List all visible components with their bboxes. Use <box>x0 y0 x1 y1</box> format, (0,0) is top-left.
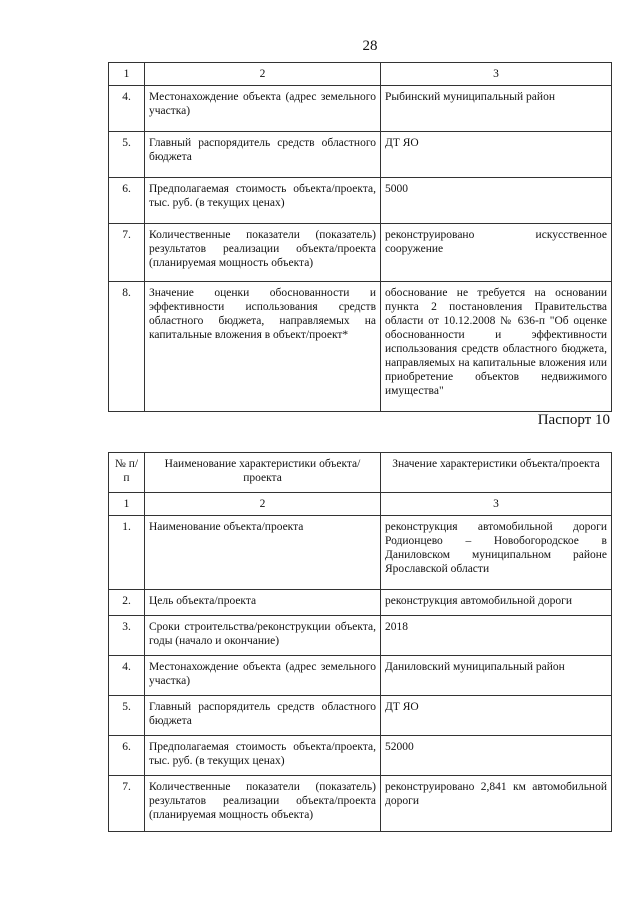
characteristic-value: 2018 <box>381 616 612 656</box>
table-row <box>109 86 612 132</box>
row-number: 4. <box>109 86 145 132</box>
characteristic-value: реконструкция автомобильной дороги Родионцево – Новобогородское в Даниловском муниципальном районе Ярославской области <box>381 516 612 590</box>
row-number: 6. <box>109 178 145 224</box>
table-header-row <box>109 453 612 493</box>
column-number: 3 <box>381 63 612 86</box>
characteristic-name: Сроки строительства/реконструкции объекта, годы (начало и окончание) <box>145 616 381 656</box>
characteristic-value: Рыбинский муниципальный район <box>381 86 612 132</box>
characteristic-name: Предполагаемая стоимость объекта/проекта, тыс. руб. (в текущих ценах) <box>145 736 381 776</box>
passport-10-table <box>108 452 612 832</box>
column-number: 1 <box>109 493 145 516</box>
characteristic-name: Наименование объекта/проекта <box>145 516 381 590</box>
characteristic-value: обоснование не требуется на основании пункта 2 постановления Правительства области от 10.12.2008 № 636-п "Об оценке обоснованности и эффективности использования средств областного бюджета, направляемых на капитальные вложения или приобретение объектов недвижимого имущества" <box>381 282 612 412</box>
row-number: 2. <box>109 590 145 616</box>
column-number: 3 <box>381 493 612 516</box>
characteristic-name: Цель объекта/проекта <box>145 590 381 616</box>
row-number: 5. <box>109 132 145 178</box>
header-number: № п/п <box>109 453 145 493</box>
table-row <box>109 516 612 590</box>
characteristic-value: реконструкция автомобильной дороги <box>381 590 612 616</box>
table-row <box>109 776 612 832</box>
characteristic-name: Местонахождение объекта (адрес земельного участка) <box>145 656 381 696</box>
column-number-row <box>109 63 612 86</box>
characteristic-value: ДТ ЯО <box>381 696 612 736</box>
row-number: 8. <box>109 282 145 412</box>
passport-9-table-continued <box>108 62 612 412</box>
characteristic-value: ДТ ЯО <box>381 132 612 178</box>
row-number: 1. <box>109 516 145 590</box>
table-row <box>109 224 612 282</box>
table-row <box>109 178 612 224</box>
column-number: 1 <box>109 63 145 86</box>
column-number: 2 <box>145 63 381 86</box>
table-row <box>109 282 612 412</box>
characteristic-name: Значение оценки обоснованности и эффективности использования средств областного бюджета, направляемых на капитальные вложения в объект/проект* <box>145 282 381 412</box>
row-number: 4. <box>109 656 145 696</box>
header-characteristic-value: Значение характеристики объекта/проекта <box>381 453 612 493</box>
row-number: 7. <box>109 224 145 282</box>
characteristic-value: 5000 <box>381 178 612 224</box>
header-characteristic-name: Наименование характеристики объекта/проекта <box>145 453 381 493</box>
characteristic-name: Предполагаемая стоимость объекта/проекта, тыс. руб. (в текущих ценах) <box>145 178 381 224</box>
table-row <box>109 656 612 696</box>
passport-title: Паспорт 10 <box>537 412 610 428</box>
row-number: 6. <box>109 736 145 776</box>
characteristic-value: Даниловский муниципальный район <box>381 656 612 696</box>
characteristic-value: реконструировано искусственное сооружение <box>381 224 612 282</box>
row-number: 3. <box>109 616 145 656</box>
table-row <box>109 132 612 178</box>
characteristic-name: Главный распорядитель средств областного бюджета <box>145 132 381 178</box>
characteristic-name: Местонахождение объекта (адрес земельного участка) <box>145 86 381 132</box>
page-number: 28 <box>362 38 378 54</box>
table-row <box>109 590 612 616</box>
row-number: 7. <box>109 776 145 832</box>
row-number: 5. <box>109 696 145 736</box>
characteristic-value: реконструировано 2,841 км автомобильной дороги <box>381 776 612 832</box>
characteristic-name: Количественные показатели (показатель) результатов реализации объекта/проекта (планируемая мощность объекта) <box>145 776 381 832</box>
table-row <box>109 616 612 656</box>
characteristic-name: Количественные показатели (показатель) результатов реализации объекта/проекта (планируемая мощность объекта) <box>145 224 381 282</box>
table-row <box>109 696 612 736</box>
characteristic-value: 52000 <box>381 736 612 776</box>
characteristic-name: Главный распорядитель средств областного бюджета <box>145 696 381 736</box>
table-row <box>109 736 612 776</box>
column-number-row <box>109 493 612 516</box>
column-number: 2 <box>145 493 381 516</box>
